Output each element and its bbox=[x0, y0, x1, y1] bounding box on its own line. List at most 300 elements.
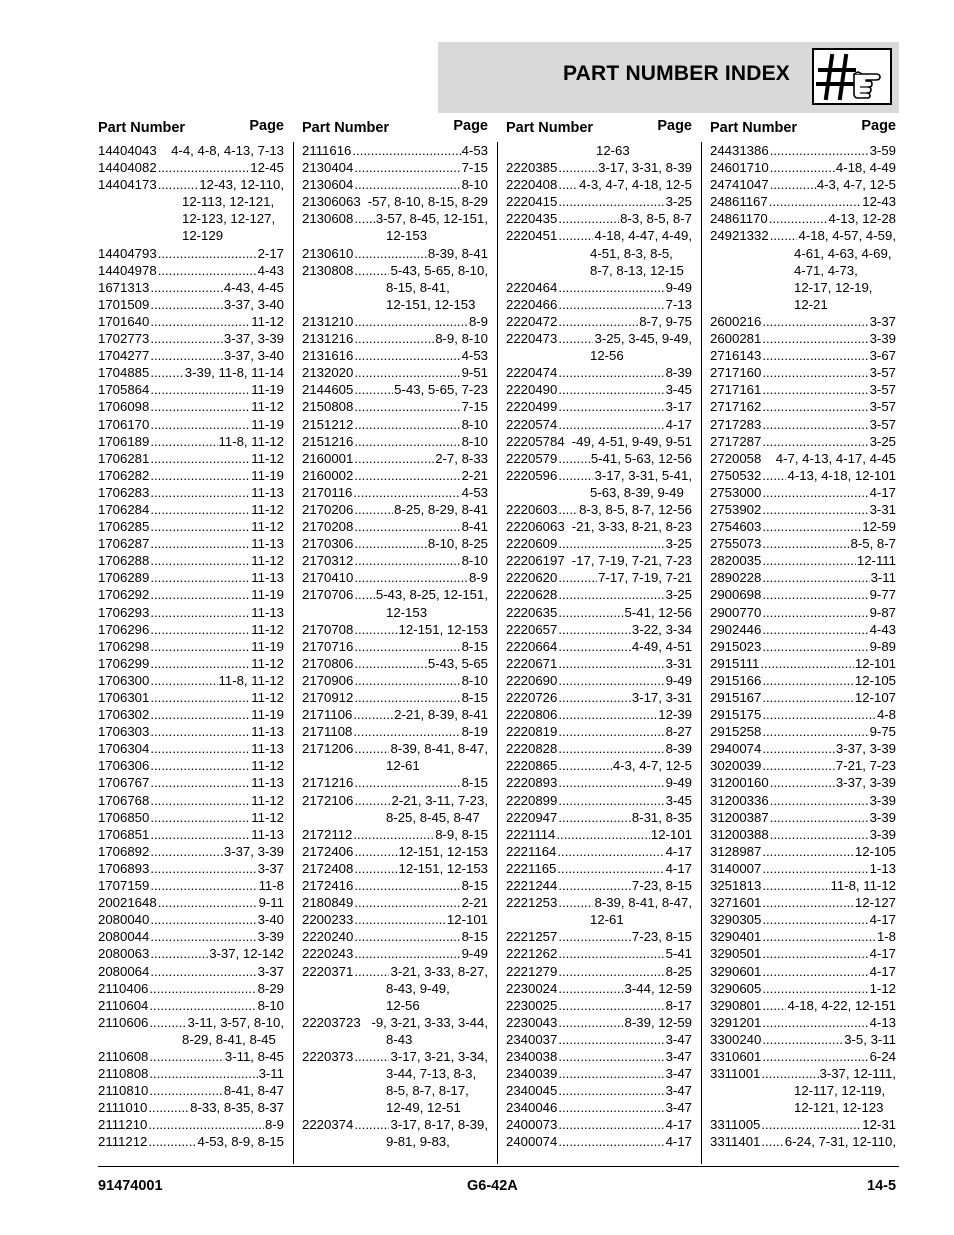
leader-dots bbox=[150, 963, 256, 980]
page-refs: 12-61 bbox=[590, 912, 624, 928]
index-row-continuation bbox=[710, 262, 896, 279]
page-refs: 3-37, 3-39 bbox=[223, 843, 284, 859]
leader-dots bbox=[354, 398, 460, 415]
index-entry bbox=[710, 604, 896, 621]
leader-dots bbox=[354, 364, 460, 381]
index-entry bbox=[98, 723, 284, 740]
part-number: 14404173 bbox=[98, 177, 157, 193]
part-number: 1706282 bbox=[98, 467, 150, 483]
page-refs: 1-8 bbox=[876, 929, 896, 945]
part-number: 1706302 bbox=[98, 707, 150, 723]
part-number: 2220620 bbox=[506, 570, 558, 586]
index-row bbox=[710, 159, 896, 176]
index-row bbox=[98, 569, 284, 586]
leader-dots bbox=[761, 1133, 783, 1150]
index-row bbox=[302, 176, 488, 193]
leader-dots bbox=[558, 535, 664, 552]
index-row bbox=[710, 706, 896, 723]
index-entry bbox=[98, 792, 284, 809]
part-number: 2220947 bbox=[506, 809, 558, 825]
index-row-continuation bbox=[302, 980, 488, 997]
page-refs: 3-37, 12-111, bbox=[819, 1066, 896, 1082]
index-entry bbox=[302, 262, 488, 313]
leader-dots bbox=[353, 484, 460, 501]
index-row bbox=[506, 1014, 692, 1031]
leader-dots bbox=[558, 877, 631, 894]
index-entry bbox=[506, 535, 692, 552]
index-entry bbox=[506, 1031, 692, 1048]
index-row bbox=[98, 860, 284, 877]
leader-dots bbox=[354, 330, 434, 347]
leader-dots bbox=[557, 843, 664, 860]
index-row bbox=[98, 945, 284, 962]
part-number: 2220609 bbox=[506, 536, 558, 552]
index-row bbox=[506, 398, 692, 415]
index-entry bbox=[506, 826, 692, 843]
part-number: 2220243 bbox=[302, 946, 354, 962]
leader-gap bbox=[761, 450, 775, 467]
leader-dots bbox=[769, 210, 828, 227]
page-refs: 8-10 bbox=[257, 997, 284, 1013]
index-row bbox=[506, 604, 692, 621]
index-row bbox=[506, 672, 692, 689]
leader-dots bbox=[158, 159, 250, 176]
index-row bbox=[710, 792, 896, 809]
index-entry bbox=[302, 1116, 488, 1150]
part-number: 2220893 bbox=[506, 775, 558, 791]
page-refs: 4-53 bbox=[461, 143, 488, 158]
index-row bbox=[98, 963, 284, 980]
page-refs: 3-57 bbox=[869, 382, 896, 398]
index-entry bbox=[506, 843, 692, 860]
page-refs: 12-105 bbox=[854, 843, 896, 859]
part-number: 2753000 bbox=[710, 484, 762, 500]
part-number: 2220574 bbox=[506, 416, 558, 432]
leader-dots bbox=[558, 227, 593, 244]
index-row bbox=[710, 1031, 896, 1048]
page-refs: 5-41, 5-63, 12-56 bbox=[590, 450, 692, 466]
index-row bbox=[710, 433, 896, 450]
part-number: 2110608 bbox=[98, 1048, 149, 1064]
part-number: 2900698 bbox=[710, 587, 762, 603]
page-refs: 8-15 bbox=[461, 775, 488, 791]
part-number: 31200160 bbox=[710, 775, 769, 791]
index-entry bbox=[710, 142, 896, 159]
index-entry bbox=[710, 689, 896, 706]
part-number: 2111210 bbox=[98, 1117, 148, 1133]
index-entry bbox=[98, 1099, 284, 1116]
part-number: 2170116 bbox=[302, 484, 353, 500]
page-refs: 11-8, 11-12 bbox=[218, 672, 284, 688]
index-entry bbox=[506, 364, 692, 381]
index-row bbox=[506, 535, 692, 552]
index-row bbox=[710, 313, 896, 330]
leader-dots bbox=[558, 1099, 664, 1116]
index-row bbox=[506, 774, 692, 791]
leader-dots bbox=[558, 604, 623, 621]
page-refs: 11-12 bbox=[251, 809, 284, 825]
index-entry bbox=[710, 227, 896, 312]
index-row bbox=[710, 1133, 896, 1150]
page-refs: 3-17 bbox=[665, 399, 692, 415]
page-refs: 11-12 bbox=[251, 450, 284, 466]
leader-dots bbox=[150, 655, 250, 672]
part-number: 2220899 bbox=[506, 792, 558, 808]
index-entry bbox=[302, 518, 488, 535]
leader-dots bbox=[762, 894, 854, 911]
index-row bbox=[506, 227, 692, 244]
page-refs: 3-40 bbox=[257, 912, 284, 928]
index-entry bbox=[506, 706, 692, 723]
leader-dots bbox=[150, 347, 223, 364]
leader-dots bbox=[558, 193, 664, 210]
part-number: 2340046 bbox=[506, 1100, 558, 1116]
part-number: 2200233 bbox=[302, 912, 354, 928]
part-number: 14404978 bbox=[98, 262, 157, 278]
page-refs: 2-17 bbox=[257, 245, 284, 261]
index-entry bbox=[710, 911, 896, 928]
page-refs: 2-7, 8-33 bbox=[435, 450, 488, 466]
index-row-continuation bbox=[302, 1065, 488, 1082]
index-entry bbox=[506, 1099, 692, 1116]
index-entry bbox=[506, 997, 692, 1014]
index-entry bbox=[302, 586, 488, 620]
page-refs: 11-19 bbox=[251, 707, 284, 723]
leader-dots bbox=[762, 535, 849, 552]
index-row bbox=[506, 689, 692, 706]
index-entry bbox=[506, 928, 692, 945]
index-entry bbox=[98, 381, 284, 398]
index-row bbox=[506, 1048, 692, 1065]
page-refs: 3-25 bbox=[665, 194, 692, 210]
leader-dots bbox=[354, 792, 390, 809]
part-number: 2717283 bbox=[710, 416, 762, 432]
part-number: 2220819 bbox=[506, 724, 558, 740]
part-number: 2221279 bbox=[506, 963, 558, 979]
part-number: 1705864 bbox=[98, 382, 150, 398]
index-entry bbox=[98, 997, 284, 1014]
page-refs: 3-45 bbox=[665, 382, 692, 398]
leader-dots bbox=[558, 740, 664, 757]
part-number-heading: Part Number bbox=[506, 120, 594, 136]
part-number: 3290501 bbox=[710, 946, 762, 962]
page-refs: 2-21, 8-39, 8-41 bbox=[394, 707, 488, 723]
part-number: 22203723 bbox=[302, 1014, 361, 1030]
index-row bbox=[98, 843, 284, 860]
page-refs: 11-12 bbox=[251, 655, 284, 671]
page-refs: 9-89 bbox=[869, 638, 896, 654]
index-row bbox=[710, 364, 896, 381]
leader-dots bbox=[354, 655, 427, 672]
index-row bbox=[98, 364, 284, 381]
page-refs: 11-12 bbox=[251, 690, 284, 705]
leader-gap bbox=[361, 1014, 372, 1031]
part-number: 2753902 bbox=[710, 501, 762, 517]
index-entry bbox=[98, 467, 284, 484]
index-entry bbox=[98, 1014, 284, 1048]
index-row bbox=[506, 330, 692, 347]
index-row bbox=[302, 1014, 488, 1031]
index-entry bbox=[98, 1133, 284, 1150]
index-row-continuation bbox=[302, 1031, 488, 1048]
page-refs: 7-23, 8-15 bbox=[631, 929, 692, 945]
leader-dots bbox=[762, 552, 856, 569]
leader-dots bbox=[762, 501, 868, 518]
part-number: 22206063 bbox=[506, 519, 565, 535]
part-number: 1706893 bbox=[98, 860, 150, 876]
index-row bbox=[98, 313, 284, 330]
index-row bbox=[710, 980, 896, 997]
index-rows bbox=[98, 142, 284, 1151]
index-row-continuation bbox=[506, 484, 692, 501]
leader-dots bbox=[762, 518, 861, 535]
leader-gap bbox=[157, 142, 171, 159]
page-refs: 5-43, 5-65 bbox=[427, 655, 488, 671]
part-number: 2600281 bbox=[710, 331, 762, 347]
index-row bbox=[506, 963, 692, 980]
index-row bbox=[506, 296, 692, 313]
column-divider bbox=[293, 142, 294, 1164]
part-number: 3251813 bbox=[710, 878, 762, 894]
part-number: 1706292 bbox=[98, 587, 150, 603]
part-number: 2220806 bbox=[506, 707, 558, 723]
page-refs: 7-15 bbox=[461, 160, 488, 176]
leader-dots bbox=[762, 706, 876, 723]
index-entry bbox=[98, 621, 284, 638]
part-number: 2230043 bbox=[506, 1014, 558, 1030]
part-number: 1706289 bbox=[98, 570, 150, 586]
leader-dots bbox=[558, 569, 597, 586]
leader-dots bbox=[762, 928, 876, 945]
index-row bbox=[506, 894, 692, 911]
index-entry bbox=[98, 279, 284, 296]
leader-dots bbox=[150, 877, 257, 894]
page-refs: 7-21, 7-23 bbox=[835, 758, 896, 774]
part-number: 2220473 bbox=[506, 331, 558, 347]
leader-dots bbox=[150, 381, 250, 398]
leader-dots bbox=[558, 894, 593, 911]
page-refs: 8-15 bbox=[461, 690, 488, 705]
leader-dots bbox=[762, 843, 854, 860]
index-entry bbox=[710, 826, 896, 843]
part-number: 24861167 bbox=[710, 194, 768, 210]
part-number: 2160002 bbox=[302, 467, 354, 483]
part-number: 2820035 bbox=[710, 553, 762, 569]
part-number: 2220579 bbox=[506, 450, 558, 466]
page-refs: 4-43 bbox=[257, 262, 284, 278]
index-entry bbox=[302, 877, 488, 894]
index-entry bbox=[98, 142, 284, 159]
index-entry bbox=[506, 1048, 692, 1065]
leader-dots bbox=[354, 740, 389, 757]
index-entry bbox=[506, 159, 692, 176]
leader-dots bbox=[150, 604, 250, 621]
page-refs: 3-17, 3-21, 3-34, bbox=[390, 1048, 488, 1064]
index-entry bbox=[302, 347, 488, 364]
index-row bbox=[710, 518, 896, 535]
page-refs: 12-63 bbox=[596, 143, 630, 158]
index-row bbox=[302, 723, 488, 740]
part-number: 2080044 bbox=[98, 929, 150, 945]
index-entry bbox=[302, 621, 488, 638]
footer-doc-number: 91474001 bbox=[98, 1178, 163, 1194]
page-refs: 8-31, 8-35 bbox=[631, 809, 692, 825]
page-refs: 3-47 bbox=[665, 1066, 692, 1082]
page-refs: 8-10 bbox=[461, 177, 488, 193]
index-row bbox=[710, 1116, 896, 1133]
index-row bbox=[506, 997, 692, 1014]
part-number: 2221257 bbox=[506, 929, 558, 945]
index-entry bbox=[98, 1065, 284, 1082]
index-row-continuation bbox=[98, 210, 284, 227]
leader-dots bbox=[558, 1065, 664, 1082]
page-refs: 2-21 bbox=[461, 467, 488, 483]
index-row-continuation bbox=[710, 245, 896, 262]
leader-dots bbox=[770, 792, 869, 809]
index-row bbox=[302, 774, 488, 791]
part-number: 2220472 bbox=[506, 313, 558, 329]
index-row bbox=[98, 689, 284, 706]
index-entry bbox=[302, 638, 488, 655]
index-entry bbox=[98, 398, 284, 415]
page-refs: 11-19 bbox=[251, 467, 284, 483]
leader-dots bbox=[762, 860, 868, 877]
page-refs: 3-17, 8-17, 8-39, bbox=[390, 1117, 488, 1133]
index-row bbox=[506, 193, 692, 210]
index-row bbox=[506, 860, 692, 877]
leader-dots bbox=[762, 621, 868, 638]
page-refs: 4-17 bbox=[665, 1117, 692, 1133]
index-row bbox=[710, 621, 896, 638]
page-refs: 8-41, 8-47 bbox=[223, 1083, 284, 1099]
part-number: 1706851 bbox=[98, 826, 150, 842]
page-refs: 12-151, 12-153 bbox=[398, 621, 488, 637]
part-number: 2220435 bbox=[506, 211, 558, 227]
index-entry bbox=[506, 689, 692, 706]
leader-dots bbox=[354, 245, 427, 262]
leader-dots bbox=[558, 296, 664, 313]
page-refs: 8-3, 8-5, 8-7, 12-56 bbox=[579, 501, 692, 517]
index-row bbox=[302, 381, 488, 398]
index-entry bbox=[302, 398, 488, 415]
part-number: 2220664 bbox=[506, 638, 558, 654]
leader-dots bbox=[762, 672, 854, 689]
leader-dots bbox=[150, 552, 250, 569]
leader-dots bbox=[762, 997, 786, 1014]
page-refs: 11-13 bbox=[251, 826, 284, 842]
part-number: 3290401 bbox=[710, 929, 762, 945]
leader-dots bbox=[150, 467, 250, 484]
leader-dots bbox=[150, 535, 250, 552]
index-entry bbox=[710, 501, 896, 518]
leader-dots bbox=[558, 997, 664, 1014]
index-row bbox=[98, 723, 284, 740]
leader-dots bbox=[150, 945, 208, 962]
index-column-2 bbox=[302, 118, 488, 1151]
index-row bbox=[506, 826, 692, 843]
part-number: 2221262 bbox=[506, 946, 558, 962]
index-entry bbox=[506, 877, 692, 894]
page-refs: 12-45 bbox=[250, 160, 284, 176]
index-row bbox=[98, 740, 284, 757]
index-row bbox=[98, 296, 284, 313]
index-row bbox=[506, 569, 692, 586]
part-number: 2915111 bbox=[710, 655, 760, 671]
index-row bbox=[710, 894, 896, 911]
part-number: 2131210 bbox=[302, 313, 354, 329]
leader-dots bbox=[762, 398, 868, 415]
part-number: 2170912 bbox=[302, 690, 354, 705]
leader-dots bbox=[354, 638, 460, 655]
index-row bbox=[98, 911, 284, 928]
leader-dots bbox=[354, 774, 460, 791]
leader-dots bbox=[770, 809, 869, 826]
page-refs: 3-39 bbox=[869, 331, 896, 347]
index-row bbox=[506, 723, 692, 740]
page-refs: 3-57 bbox=[869, 399, 896, 415]
page-refs: 3-25 bbox=[665, 587, 692, 603]
leader-dots bbox=[770, 176, 816, 193]
part-number: 2180849 bbox=[302, 895, 354, 911]
leader-dots bbox=[158, 262, 257, 279]
leader-dots bbox=[558, 655, 664, 672]
index-row bbox=[710, 467, 896, 484]
part-number: 2900770 bbox=[710, 604, 762, 620]
page-refs: 1-12 bbox=[869, 980, 896, 996]
leader-dots bbox=[354, 467, 460, 484]
part-number: 31200388 bbox=[710, 826, 769, 842]
index-row bbox=[302, 860, 488, 877]
index-entry bbox=[98, 706, 284, 723]
page-refs: 3-57, 8-45, 12-151, bbox=[375, 211, 488, 227]
page-refs: 4-4, 4-8, 4-13, 7-13 bbox=[171, 143, 284, 158]
part-number: 3311401 bbox=[710, 1134, 761, 1150]
index-entry bbox=[710, 569, 896, 586]
part-number: 2171216 bbox=[302, 775, 354, 791]
leader-dots bbox=[762, 313, 868, 330]
page-refs: 3-5, 3-11 bbox=[844, 1031, 896, 1047]
index-entry bbox=[506, 1065, 692, 1082]
part-number: 2220408 bbox=[506, 177, 558, 193]
page-refs: 12-61 bbox=[386, 758, 420, 774]
page-refs: 12-59 bbox=[862, 519, 896, 535]
part-number: 2170706 bbox=[302, 587, 354, 603]
leader-dots bbox=[762, 364, 868, 381]
index-row bbox=[302, 792, 488, 809]
part-number: 1706300 bbox=[98, 672, 150, 688]
page-refs: 3-11 bbox=[870, 570, 896, 586]
index-entry bbox=[710, 535, 896, 552]
part-number: 2230025 bbox=[506, 997, 558, 1013]
index-row bbox=[98, 672, 284, 689]
part-number: 2110808 bbox=[98, 1066, 149, 1082]
index-entry bbox=[98, 159, 284, 176]
index-entry bbox=[710, 210, 896, 227]
index-entry bbox=[302, 706, 488, 723]
part-number: 2220240 bbox=[302, 929, 354, 945]
index-column-4 bbox=[710, 118, 896, 1151]
index-entry bbox=[98, 1048, 284, 1065]
part-number: 2220657 bbox=[506, 621, 558, 637]
index-entry bbox=[98, 774, 284, 791]
part-number: 2171206 bbox=[302, 741, 354, 757]
leader-dots bbox=[354, 518, 460, 535]
leader-dots bbox=[353, 723, 460, 740]
page-refs: 11-19 bbox=[251, 382, 284, 398]
leader-dots bbox=[762, 433, 868, 450]
index-entry bbox=[506, 792, 692, 809]
page-refs: 12-151, 12-153 bbox=[386, 296, 476, 312]
